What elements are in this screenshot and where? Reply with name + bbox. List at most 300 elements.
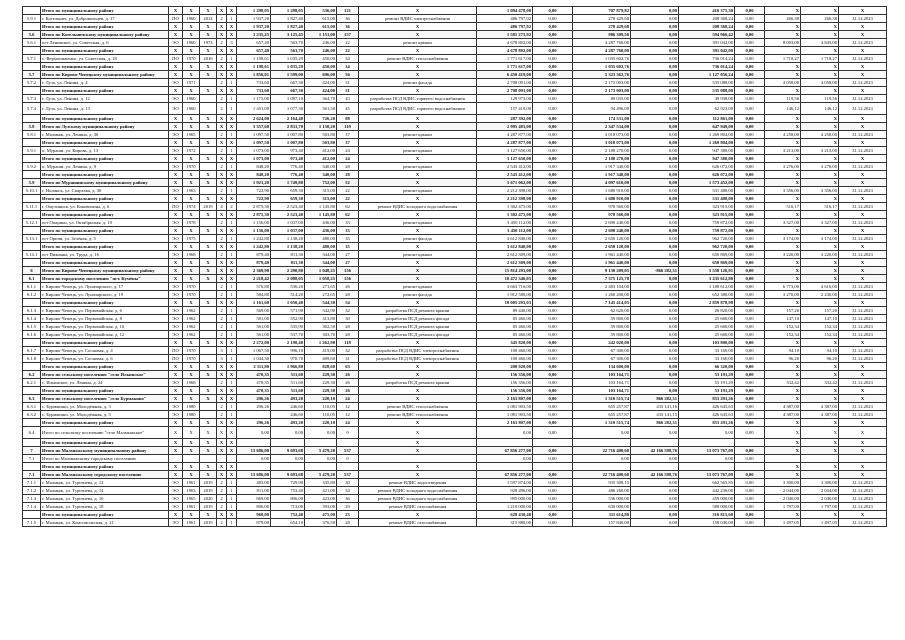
table-cell: 1 937,20 — [237, 15, 271, 23]
table-cell — [169, 455, 183, 463]
table-cell: 1963 — [183, 187, 200, 195]
table-cell: ремонт ВДИС холодного водоснабжения — [359, 487, 477, 495]
table-cell: 0,00 — [631, 47, 679, 55]
table-cell: 0,00 — [735, 323, 765, 331]
table-cell: 119,56 — [765, 95, 801, 103]
table-cell: 24 — [337, 155, 359, 163]
table-cell: 27 — [337, 259, 359, 267]
table-cell: 1 — [227, 147, 237, 155]
table-cell: 94,10 — [765, 347, 801, 355]
table-cell: ЭО — [169, 291, 183, 299]
table-cell: ремонт ВДИС газоснабжения — [359, 519, 477, 527]
table-cell: 962 720,00 — [679, 243, 735, 251]
table-cell: 361,50 — [305, 103, 337, 115]
table-cell: Х — [217, 7, 227, 15]
table-cell: ЭО — [169, 487, 183, 495]
table-cell: Х — [227, 243, 237, 251]
table-cell: 853 291,26 — [679, 419, 735, 427]
table-cell: Х — [765, 211, 801, 219]
table-cell: 1 — [227, 251, 237, 259]
table-cell: 0,00 — [735, 235, 765, 243]
total-row — [23, 363, 887, 371]
table-cell — [631, 463, 679, 471]
table-cell: 31.12.2023 — [839, 487, 887, 495]
table-cell: 32 — [337, 307, 359, 315]
table-cell: Х — [839, 395, 887, 403]
table-cell: 657,40 — [237, 47, 271, 55]
table-cell: 1 180 612,00 — [679, 283, 735, 291]
table-cell: Х — [765, 7, 801, 15]
table-row — [23, 251, 887, 259]
table-cell: 2 163 807,00 — [477, 419, 533, 427]
table-cell: 3 — [217, 347, 227, 355]
table-cell: 1 937,20 — [237, 23, 271, 31]
table-row — [23, 315, 887, 323]
table-cell: Х — [839, 63, 887, 71]
table-cell: 0,00 — [631, 131, 679, 139]
table-cell: Х — [169, 387, 183, 395]
table-cell: 811,30 — [271, 251, 305, 259]
table-cell: 2 — [217, 323, 227, 331]
table-cell: 537 — [337, 471, 359, 479]
table-cell: 1 127 056,24 — [679, 71, 735, 79]
table-cell: 1980 — [183, 411, 200, 419]
table-cell — [23, 155, 41, 163]
table-cell: ремонт фасада — [359, 291, 477, 299]
table-cell: 0,00 — [735, 307, 765, 315]
table-cell: 1 269 804,00 — [679, 139, 735, 147]
table-cell: 0,00 — [631, 55, 679, 63]
table-cell — [200, 283, 217, 291]
table-cell: 15 814 293,00 — [477, 267, 533, 275]
table-cell: г. Кирово-Чепецк, ул. Первомайская, д. 6 — [41, 307, 169, 315]
table-cell: Х — [359, 363, 477, 371]
table-cell: 1 037,00 — [271, 227, 305, 235]
table-cell: 0,00 — [631, 79, 679, 87]
table-cell: 0,00 — [533, 427, 573, 439]
table-cell: Х — [169, 395, 183, 403]
table-cell: Итого по муниципальному району — [41, 115, 169, 123]
table-cell: 0,00 — [735, 283, 765, 291]
table-cell: Х — [169, 31, 183, 39]
table-cell: 0,00 — [631, 307, 679, 315]
table-cell: 1 718,27 — [801, 55, 839, 63]
table-cell: 536,20 — [271, 283, 305, 291]
table-cell: 0,00 — [679, 427, 735, 439]
table-cell: 1 — [227, 235, 237, 243]
table-cell: 1 262,90 — [305, 339, 337, 347]
table-cell: 2 173 003,00 — [573, 79, 631, 87]
table-cell: ПО — [169, 355, 183, 363]
table-cell: 3 235,25 — [237, 31, 271, 39]
table-cell: 5.8.1 — [23, 131, 41, 139]
table-cell: 0,00 — [735, 103, 765, 115]
table-cell: 713,00 — [271, 503, 305, 511]
table-cell: Х — [359, 211, 477, 219]
table-cell: 630 000,00 — [573, 503, 631, 511]
table-cell: 246,60 — [271, 411, 305, 419]
table-cell: 311 614,80 — [573, 511, 631, 519]
table-cell: 1970 — [183, 163, 200, 171]
total-row — [23, 139, 887, 147]
table-cell: Х — [227, 63, 237, 71]
table-cell: Х — [227, 31, 237, 39]
table-cell: Х — [217, 155, 227, 163]
table-cell: 0,00 — [735, 31, 765, 39]
table-cell — [533, 463, 573, 471]
table-cell: 3 235 612,80 — [679, 275, 735, 283]
table-cell: 0,00 — [533, 511, 573, 519]
table-cell: 96,20 — [765, 355, 801, 363]
table-cell: 1 050,40 — [271, 299, 305, 307]
table-cell: Х — [227, 439, 237, 447]
table-cell: Х — [359, 275, 477, 283]
table-cell: Х — [169, 63, 183, 71]
table-cell: 157 840,00 — [573, 519, 631, 527]
table-cell: Х — [839, 23, 887, 31]
table-cell: 0,00 — [533, 267, 573, 275]
table-cell: 2019 — [200, 519, 217, 527]
table-cell: Итого по муниципальному району — [41, 7, 169, 15]
table-cell: 28 — [337, 323, 359, 331]
table-cell: 733,60 — [237, 79, 271, 87]
table-cell: Х — [801, 71, 839, 79]
table-cell — [200, 403, 217, 411]
table-cell: 6.1.2 — [23, 291, 41, 299]
table-cell: 409,60 — [305, 355, 337, 363]
table-cell: 4 387,00 — [765, 411, 801, 419]
table-cell: 121 — [337, 7, 359, 15]
table-cell: Х — [839, 511, 887, 519]
table-cell: 978 560,00 — [573, 203, 631, 211]
table-cell: Х — [765, 243, 801, 251]
table-cell: 2 — [217, 503, 227, 511]
table-cell — [200, 219, 217, 227]
table-cell: 3 356,00 — [801, 187, 839, 195]
table-row — [23, 95, 887, 103]
table-cell: 450,00 — [305, 55, 337, 63]
table-cell: Х — [200, 267, 217, 275]
table-cell: 2 831,70 — [271, 123, 305, 131]
table-cell: 3 174,00 — [765, 235, 801, 243]
table-cell — [23, 339, 41, 347]
total-row — [23, 227, 887, 235]
table-cell: 1 — [227, 495, 237, 503]
table-cell: 208 368,24 — [679, 23, 735, 31]
table-cell — [735, 463, 765, 471]
table-cell: Х — [183, 395, 200, 403]
total-row — [23, 7, 887, 15]
table-cell: Х — [217, 243, 227, 251]
table-cell: 1970 — [183, 291, 200, 299]
table-cell: 978 560,00 — [573, 211, 631, 219]
table-cell: 5.6.1 — [23, 39, 41, 47]
table-cell: 31 — [337, 79, 359, 87]
table-cell: 2 — [217, 291, 227, 299]
table-cell: 3 127 650,00 — [477, 147, 533, 155]
table-cell: 0,00 — [735, 7, 765, 15]
table-cell: 426 645,63 — [679, 411, 735, 419]
table-cell: Х — [200, 123, 217, 131]
table-cell: 94,10 — [801, 347, 839, 355]
table-cell: 0,00 — [533, 487, 573, 495]
table-cell: 433 141,16 — [631, 403, 679, 411]
table-cell: 364,70 — [305, 95, 337, 103]
table-cell: 2 230,00 — [801, 291, 839, 299]
table-cell: Х — [839, 439, 887, 447]
table-cell: 0,00 — [735, 339, 765, 347]
table-cell: Х — [169, 47, 183, 55]
table-cell: 536 000,00 — [573, 495, 631, 503]
table-cell: 2 543 412,00 — [477, 163, 533, 171]
table-cell: 1970 — [183, 55, 200, 63]
table-cell: 722,90 — [237, 195, 271, 203]
table-cell: 1 — [227, 283, 237, 291]
table-row — [23, 455, 887, 463]
table-cell: 535 088,00 — [679, 87, 735, 95]
table-cell — [200, 315, 217, 323]
table-cell: Х — [227, 299, 237, 307]
table-cell: 0,00 — [533, 147, 573, 155]
table-cell: 0,00 — [631, 211, 679, 219]
table-cell: Х — [217, 211, 227, 219]
table-cell: Итого по муниципальному району — [41, 259, 169, 267]
table-cell: 0,00 — [631, 187, 679, 195]
table-cell: 6.1.7 — [23, 347, 41, 355]
table-cell: 0,00 — [533, 15, 573, 23]
table-cell: Х — [217, 419, 227, 427]
table-cell: 0,00 — [533, 39, 573, 47]
table-cell: 2 612 309,00 — [477, 251, 533, 259]
total-row — [23, 339, 887, 347]
table-cell: ремонт крыши — [359, 283, 477, 291]
table-cell: 0,00 — [631, 363, 679, 371]
table-cell: Х — [169, 299, 183, 307]
table-cell — [200, 187, 217, 195]
table-cell: 1 007,80 — [271, 139, 305, 147]
table-row — [23, 487, 887, 495]
table-cell: 9 130 209,05 — [573, 267, 631, 275]
table-cell: Х — [183, 299, 200, 307]
table-cell: 67 856 277,00 — [477, 447, 533, 455]
table-cell: 7 375 125,78 — [573, 275, 631, 283]
table-cell: Х — [359, 427, 477, 439]
table-cell: Х — [169, 139, 183, 147]
table-cell: 647 949,00 — [679, 123, 735, 131]
table-cell: 0,00 — [533, 155, 573, 163]
table-cell: Х — [765, 259, 801, 267]
table-cell: 655 257,87 — [573, 403, 631, 411]
table-cell: Итого по муниципальному району — [41, 23, 169, 31]
table-cell: 1 961 440,00 — [573, 259, 631, 267]
table-cell: 0,00 — [631, 39, 679, 47]
table-cell: г. Малмыж, ул. Тургенева, д. 16 — [41, 495, 169, 503]
table-cell: 3 450 112,00 — [477, 219, 533, 227]
table-cell: 1 — [227, 315, 237, 323]
table-cell: 0,00 — [533, 379, 573, 387]
table-cell: 811,00 — [237, 487, 271, 495]
table-cell: ЭО — [169, 39, 183, 47]
table-cell: 1 966,80 — [271, 363, 305, 371]
table-cell: 345 820,00 — [477, 339, 533, 347]
table-cell: 1 097,50 — [237, 139, 271, 147]
table-cell — [533, 439, 573, 447]
table-cell — [23, 7, 41, 15]
table-cell — [23, 259, 41, 267]
table-cell — [573, 463, 631, 471]
table-cell: ЭО — [169, 503, 183, 511]
table-cell: 4 387,00 — [801, 403, 839, 411]
table-cell: 80 035,00 — [573, 95, 631, 103]
table-cell: 1 — [227, 219, 237, 227]
table-cell: Х — [217, 471, 227, 479]
table-cell: 1 921,20 — [237, 179, 271, 187]
table-cell: 776,40 — [271, 163, 305, 171]
table-cell: 0,00 — [735, 147, 765, 155]
table-cell: 229,30 — [305, 387, 337, 395]
table-cell: 1962 — [183, 307, 200, 315]
table-cell: 6.2 — [23, 371, 41, 379]
table-cell: 156 356,00 — [477, 387, 533, 395]
table-cell — [23, 419, 41, 427]
table-cell: 650 869,00 — [679, 251, 735, 259]
table-cell: Итого по муниципальному району — [41, 171, 169, 179]
table-cell: 28 — [337, 163, 359, 171]
table-cell: ремонт ВДИС холодного водоснабжения — [359, 203, 477, 211]
table-cell: 31.12.2023 — [839, 403, 887, 411]
table-cell: Х — [359, 123, 477, 131]
table-cell: Х — [801, 427, 839, 439]
table-cell: 0,00 — [631, 155, 679, 163]
table-cell: 1 242,80 — [237, 235, 271, 243]
table-cell: 31.12.2023 — [839, 39, 887, 47]
table-cell: 2 650 120,00 — [573, 243, 631, 251]
table-cell — [679, 463, 735, 471]
table-row — [23, 55, 887, 63]
table-cell: 3 220,00 — [801, 251, 839, 259]
table-cell: 0,00 — [735, 299, 765, 307]
table-cell: 4 097 610,00 — [573, 179, 631, 187]
table-cell: Х — [183, 371, 200, 379]
table-cell: 1 — [227, 355, 237, 363]
table-cell: 0,00 — [631, 115, 679, 123]
table-cell: 103 164,71 — [573, 371, 631, 379]
table-cell: 0,00 — [533, 203, 573, 211]
table-cell: 2 612 309,00 — [477, 259, 533, 267]
table-cell: 4 287 760,00 — [573, 39, 631, 47]
table-cell: 3 300,00 — [801, 479, 839, 487]
table-cell: Х — [200, 419, 217, 427]
table-cell — [200, 163, 217, 171]
total-row — [23, 267, 887, 275]
table-cell: 0,00 — [735, 419, 765, 427]
table-cell: 1 — [227, 479, 237, 487]
table-cell: 0,00 — [533, 227, 573, 235]
table-cell: 147,10 — [765, 315, 801, 323]
table-cell: 0,00 — [631, 347, 679, 355]
table-cell: 0,00 — [735, 495, 765, 503]
table-cell: ЭО — [169, 95, 183, 103]
table-cell: 1 — [227, 79, 237, 87]
table-cell — [477, 439, 533, 447]
table-cell: 1 097,50 — [237, 131, 271, 139]
table-cell: 3 018 073,00 — [573, 139, 631, 147]
table-cell: 7.1.5 — [23, 519, 41, 527]
total-row — [23, 387, 887, 395]
table-cell: 266,38 — [765, 15, 801, 23]
table-cell: г. Кирово-Чепецк, ул. Первомайская, д. 10 — [41, 323, 169, 331]
table-cell: 100 460,00 — [477, 355, 533, 363]
table-cell: Итого по Котельничскому муниципальному району — [41, 31, 169, 39]
table-cell: 342,90 — [305, 307, 337, 315]
table-cell: 88 — [337, 115, 359, 123]
table-cell: Х — [227, 47, 237, 55]
table-row — [23, 307, 887, 315]
table-cell: 0,00 — [533, 455, 573, 463]
table-cell: 152,34 — [801, 331, 839, 339]
table-cell: Х — [217, 371, 227, 379]
table-cell: Х — [217, 171, 227, 179]
table-cell: Х — [200, 439, 217, 447]
table-cell: Х — [765, 155, 801, 163]
table-cell: 1 058,25 — [305, 275, 337, 283]
table-cell: 31.12.2023 — [839, 307, 887, 315]
table-cell: 516,17 — [765, 203, 801, 211]
table-cell: 0,00 — [735, 203, 765, 211]
table-cell: г. Малмыж, ул. Тургенева, д. 18 — [41, 503, 169, 511]
table-cell: 5 479,20 — [305, 447, 337, 455]
table-cell: г. Нолинск, ул. Спартака, д. 30 — [41, 187, 169, 195]
table-cell: 5.9.1 — [23, 147, 41, 155]
total-row — [23, 23, 887, 31]
table-cell: 1 242,80 — [237, 243, 271, 251]
table-cell: 1970 — [183, 355, 200, 363]
table-cell: 726,20 — [305, 115, 337, 123]
table-cell: ЭО — [169, 479, 183, 487]
table-cell: Х — [183, 259, 200, 267]
table-cell: 0,00 — [533, 419, 573, 427]
table-cell: 1 138,20 — [271, 235, 305, 243]
table-row — [23, 203, 887, 211]
table-cell: Х — [839, 7, 887, 15]
table-cell: разработка ПСД ВДИС электроснабжения — [359, 355, 477, 363]
table-cell: 6.1.8 — [23, 355, 41, 363]
table-cell: 1 — [227, 331, 237, 339]
table-cell — [23, 439, 41, 447]
table-cell: 0,00 — [735, 187, 765, 195]
table-cell: 0,00 — [533, 283, 573, 291]
table-cell: 271,65 — [305, 283, 337, 291]
table-cell: 0,00 — [573, 455, 631, 463]
table-cell: 37 — [337, 131, 359, 139]
table-cell: 7.1 — [23, 471, 41, 479]
table-cell: 1 680 910,00 — [573, 195, 631, 203]
table-cell: 3 270,00 — [765, 291, 801, 299]
table-cell: 129 973,00 — [477, 95, 533, 103]
table-cell: 0,00 — [735, 427, 765, 439]
table-cell: 2 — [217, 251, 227, 259]
table-cell: 470,35 — [237, 371, 271, 379]
table-cell: 5.13.1 — [23, 235, 41, 243]
table-cell: г. Луза, ул. Ленина, д. 4 — [41, 79, 169, 87]
table-cell: 1 302 475,00 — [477, 203, 533, 211]
table-cell: 1 067,50 — [237, 347, 271, 355]
table-row — [23, 519, 887, 527]
table-cell: 2 — [217, 103, 227, 115]
table-cell: 3 — [217, 355, 227, 363]
table-cell: разработка ПСД ремонта фасада — [359, 315, 477, 323]
table-cell: 0,00 — [533, 495, 573, 503]
